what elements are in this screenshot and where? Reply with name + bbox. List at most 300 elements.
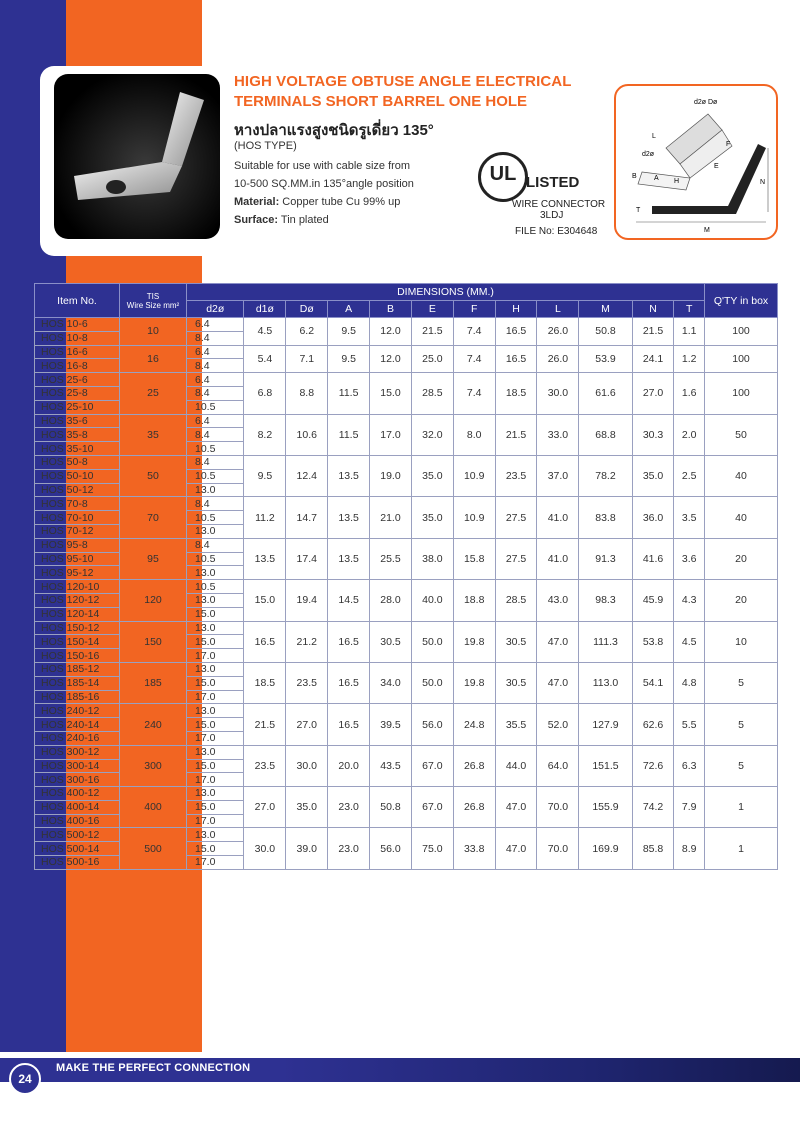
d2-cell: 15.0 bbox=[187, 676, 244, 690]
dim-cell-n: 24.1 bbox=[632, 345, 674, 373]
product-photo bbox=[54, 74, 220, 239]
dim-cell-n: 36.0 bbox=[632, 497, 674, 538]
item-no-cell: HOS 25-8 bbox=[35, 386, 120, 400]
header-item-no: Item No. bbox=[35, 284, 120, 318]
item-no-cell: HOS 16-8 bbox=[35, 359, 120, 373]
surface-value: Tin plated bbox=[278, 214, 329, 226]
table-row bbox=[35, 345, 778, 359]
d2-cell: 13.0 bbox=[187, 704, 244, 718]
dim-cell-a: 13.5 bbox=[328, 538, 370, 579]
item-no-cell: HOS 500-16 bbox=[35, 856, 120, 870]
item-no-cell: HOS 185-14 bbox=[35, 676, 120, 690]
dim-cell-f: 26.8 bbox=[453, 787, 495, 828]
header-tis-sub: Wire Size mm² bbox=[126, 300, 180, 310]
header-tis bbox=[120, 284, 187, 318]
ul-listed: LISTED bbox=[526, 174, 580, 191]
header-tis-label: TIS bbox=[146, 291, 160, 301]
dim-cell-b: 50.8 bbox=[370, 787, 412, 828]
item-no-cell: HOS 95-10 bbox=[35, 552, 120, 566]
dim-cell-t: 8.9 bbox=[674, 828, 705, 869]
dim-cell-l: 37.0 bbox=[537, 455, 579, 496]
tis-cell: 185 bbox=[120, 662, 187, 703]
dim-cell-a: 23.0 bbox=[328, 828, 370, 869]
dim-cell-d1: 16.5 bbox=[244, 621, 286, 662]
material-value: Copper tube Cu 99% up bbox=[279, 196, 401, 208]
dim-cell-h: 27.5 bbox=[495, 538, 537, 579]
d2-cell: 17.0 bbox=[187, 773, 244, 787]
dim-cell-e: 38.0 bbox=[411, 538, 453, 579]
dim-cell-a: 20.0 bbox=[328, 745, 370, 786]
d2-cell: 6.4 bbox=[187, 345, 244, 359]
footer-tagline: MAKE THE PERFECT CONNECTION bbox=[56, 1062, 251, 1074]
dim-cell-b: 25.5 bbox=[370, 538, 412, 579]
dim-cell-l: 43.0 bbox=[537, 580, 579, 621]
tis-cell: 95 bbox=[120, 538, 187, 579]
d2-cell: 13.0 bbox=[187, 662, 244, 676]
dim-cell-m: 83.8 bbox=[579, 497, 632, 538]
d2-cell: 17.0 bbox=[187, 814, 244, 828]
d2-cell: 13.0 bbox=[187, 828, 244, 842]
item-no-cell: HOS 50-8 bbox=[35, 455, 120, 469]
item-no-cell: HOS 300-12 bbox=[35, 745, 120, 759]
dimension-diagram bbox=[614, 84, 778, 240]
type-label: (HOS TYPE) bbox=[234, 140, 297, 152]
item-no-cell: HOS 50-10 bbox=[35, 469, 120, 483]
ul-logo: UL bbox=[478, 152, 528, 202]
diagram-label-L: L bbox=[652, 133, 656, 140]
d2-cell: 13.0 bbox=[187, 745, 244, 759]
dim-cell-n: 35.0 bbox=[632, 455, 674, 496]
item-no-cell: HOS 150-16 bbox=[35, 649, 120, 663]
dim-cell-d1: 13.5 bbox=[244, 538, 286, 579]
dim-cell-d: 8.8 bbox=[286, 373, 328, 414]
dim-cell-m: 127.9 bbox=[579, 704, 632, 745]
tis-cell: 10 bbox=[120, 318, 187, 346]
dim-cell-d1: 27.0 bbox=[244, 787, 286, 828]
dim-cell-m: 53.9 bbox=[579, 345, 632, 373]
d2-cell: 17.0 bbox=[187, 690, 244, 704]
dim-cell-b: 56.0 bbox=[370, 828, 412, 869]
dim-cell-t: 5.5 bbox=[674, 704, 705, 745]
dim-cell-d1: 4.5 bbox=[244, 318, 286, 346]
d2-cell: 15.0 bbox=[187, 759, 244, 773]
ul-wire-connector: WIRE CONNECTOR bbox=[512, 199, 606, 210]
dim-cell-e: 56.0 bbox=[411, 704, 453, 745]
header-col: A bbox=[328, 301, 370, 318]
dim-cell-n: 30.3 bbox=[632, 414, 674, 455]
tis-cell: 50 bbox=[120, 455, 187, 496]
dim-cell-n: 72.6 bbox=[632, 745, 674, 786]
dim-cell-d: 17.4 bbox=[286, 538, 328, 579]
header-col: N bbox=[632, 301, 674, 318]
dim-cell-l: 26.0 bbox=[537, 318, 579, 346]
dim-cell-h: 30.5 bbox=[495, 662, 537, 703]
d2-cell: 15.0 bbox=[187, 800, 244, 814]
dim-cell-f: 33.8 bbox=[453, 828, 495, 869]
header-col: d1ø bbox=[244, 301, 286, 318]
header-col: Dø bbox=[286, 301, 328, 318]
item-no-cell: HOS 70-12 bbox=[35, 524, 120, 538]
page-number: 24 bbox=[9, 1063, 41, 1095]
diagram-label-E: E bbox=[714, 163, 719, 170]
dim-cell-d1: 8.2 bbox=[244, 414, 286, 455]
lug-drawing bbox=[616, 86, 776, 238]
dim-cell-m: 111.3 bbox=[579, 621, 632, 662]
d2-cell: 13.0 bbox=[187, 593, 244, 607]
dim-cell-l: 41.0 bbox=[537, 497, 579, 538]
dim-cell-n: 27.0 bbox=[632, 373, 674, 414]
dim-cell-a: 16.5 bbox=[328, 662, 370, 703]
header-col: T bbox=[674, 301, 705, 318]
dim-cell-n: 53.8 bbox=[632, 621, 674, 662]
table-row bbox=[35, 497, 778, 511]
dim-cell-f: 7.4 bbox=[453, 373, 495, 414]
d2-cell: 6.4 bbox=[187, 318, 244, 332]
dim-cell-d: 35.0 bbox=[286, 787, 328, 828]
dim-cell-e: 50.0 bbox=[411, 621, 453, 662]
dim-cell-d: 10.6 bbox=[286, 414, 328, 455]
item-no-cell: HOS 240-12 bbox=[35, 704, 120, 718]
dim-cell-h: 47.0 bbox=[495, 787, 537, 828]
diagram-label-N: N bbox=[760, 179, 766, 186]
qty-cell: 50 bbox=[705, 414, 778, 455]
qty-cell: 40 bbox=[705, 497, 778, 538]
d2-cell: 15.0 bbox=[187, 635, 244, 649]
dim-cell-d: 39.0 bbox=[286, 828, 328, 869]
item-no-cell: HOS 120-10 bbox=[35, 580, 120, 594]
item-no-cell: HOS 35-8 bbox=[35, 428, 120, 442]
dim-cell-a: 13.5 bbox=[328, 497, 370, 538]
qty-cell: 1 bbox=[705, 787, 778, 828]
qty-cell: 5 bbox=[705, 662, 778, 703]
table-row bbox=[35, 621, 778, 635]
item-no-cell: HOS 120-12 bbox=[35, 593, 120, 607]
dim-cell-d1: 11.2 bbox=[244, 497, 286, 538]
dim-cell-d1: 6.8 bbox=[244, 373, 286, 414]
surface-label: Surface: bbox=[234, 214, 279, 226]
header-col: F bbox=[453, 301, 495, 318]
d2-cell: 13.0 bbox=[187, 621, 244, 635]
dim-cell-a: 13.5 bbox=[328, 455, 370, 496]
item-no-cell: HOS 400-16 bbox=[35, 814, 120, 828]
dim-cell-b: 43.5 bbox=[370, 745, 412, 786]
item-no-cell: HOS 150-12 bbox=[35, 621, 120, 635]
terminal-lug-image bbox=[54, 74, 220, 239]
qty-cell: 100 bbox=[705, 373, 778, 414]
item-no-cell: HOS 500-12 bbox=[35, 828, 120, 842]
table-row bbox=[35, 704, 778, 718]
item-no-cell: HOS 95-8 bbox=[35, 538, 120, 552]
item-no-cell: HOS 50-12 bbox=[35, 483, 120, 497]
dim-cell-n: 21.5 bbox=[632, 318, 674, 346]
qty-cell: 10 bbox=[705, 621, 778, 662]
dim-cell-b: 30.5 bbox=[370, 621, 412, 662]
dim-cell-m: 169.9 bbox=[579, 828, 632, 869]
dim-cell-d1: 18.5 bbox=[244, 662, 286, 703]
d2-cell: 6.4 bbox=[187, 414, 244, 428]
dim-cell-b: 39.5 bbox=[370, 704, 412, 745]
dim-cell-d1: 30.0 bbox=[244, 828, 286, 869]
tis-cell: 240 bbox=[120, 704, 187, 745]
dim-cell-d: 27.0 bbox=[286, 704, 328, 745]
dim-cell-d: 6.2 bbox=[286, 318, 328, 346]
dim-cell-d: 14.7 bbox=[286, 497, 328, 538]
dim-cell-n: 62.6 bbox=[632, 704, 674, 745]
diagram-label-T: T bbox=[636, 207, 641, 214]
diagram-label-H: H bbox=[674, 178, 680, 185]
dim-cell-b: 28.0 bbox=[370, 580, 412, 621]
dim-cell-l: 70.0 bbox=[537, 787, 579, 828]
dim-cell-e: 75.0 bbox=[411, 828, 453, 869]
header-col: L bbox=[537, 301, 579, 318]
dim-cell-d: 7.1 bbox=[286, 345, 328, 373]
diagram-label-F: F bbox=[726, 141, 731, 148]
header-col: H bbox=[495, 301, 537, 318]
d2-cell: 8.4 bbox=[187, 359, 244, 373]
item-no-cell: HOS 120-14 bbox=[35, 607, 120, 621]
dim-cell-f: 7.4 bbox=[453, 345, 495, 373]
dim-cell-h: 27.5 bbox=[495, 497, 537, 538]
dim-cell-n: 41.6 bbox=[632, 538, 674, 579]
dim-cell-f: 19.8 bbox=[453, 621, 495, 662]
table-row bbox=[35, 414, 778, 428]
dim-cell-t: 2.5 bbox=[674, 455, 705, 496]
material-label: Material: bbox=[234, 196, 280, 208]
dim-cell-t: 4.8 bbox=[674, 662, 705, 703]
table-row bbox=[35, 538, 778, 552]
dim-cell-t: 7.9 bbox=[674, 787, 705, 828]
table-row bbox=[35, 580, 778, 594]
dim-cell-m: 91.3 bbox=[579, 538, 632, 579]
specification-table bbox=[34, 283, 778, 870]
d2-cell: 13.0 bbox=[187, 566, 244, 580]
header-qty: Q'TY in box bbox=[705, 284, 778, 318]
dim-cell-f: 7.4 bbox=[453, 318, 495, 346]
tis-cell: 16 bbox=[120, 345, 187, 373]
item-no-cell: HOS 10-6 bbox=[35, 318, 120, 332]
dim-cell-f: 18.8 bbox=[453, 580, 495, 621]
dim-cell-h: 47.0 bbox=[495, 828, 537, 869]
dim-cell-n: 74.2 bbox=[632, 787, 674, 828]
d2-cell: 10.5 bbox=[187, 552, 244, 566]
d2-cell: 15.0 bbox=[187, 607, 244, 621]
item-no-cell: HOS 300-16 bbox=[35, 773, 120, 787]
dim-cell-a: 23.0 bbox=[328, 787, 370, 828]
dim-cell-f: 24.8 bbox=[453, 704, 495, 745]
dim-cell-b: 12.0 bbox=[370, 318, 412, 346]
qty-cell: 100 bbox=[705, 345, 778, 373]
item-no-cell: HOS 240-14 bbox=[35, 718, 120, 732]
ul-file-no: FILE No: E304648 bbox=[515, 226, 598, 237]
tis-cell: 500 bbox=[120, 828, 187, 869]
dim-cell-d1: 5.4 bbox=[244, 345, 286, 373]
surface-line bbox=[234, 214, 329, 226]
dim-cell-f: 26.8 bbox=[453, 745, 495, 786]
dim-cell-e: 32.0 bbox=[411, 414, 453, 455]
dim-cell-e: 35.0 bbox=[411, 455, 453, 496]
dim-cell-t: 4.3 bbox=[674, 580, 705, 621]
dim-cell-l: 26.0 bbox=[537, 345, 579, 373]
dim-cell-n: 54.1 bbox=[632, 662, 674, 703]
dim-cell-h: 23.5 bbox=[495, 455, 537, 496]
dim-cell-d1: 23.5 bbox=[244, 745, 286, 786]
ul-code: 3LDJ bbox=[540, 210, 564, 221]
dim-cell-f: 15.8 bbox=[453, 538, 495, 579]
item-no-cell: HOS 16-6 bbox=[35, 345, 120, 359]
dim-cell-a: 9.5 bbox=[328, 345, 370, 373]
qty-cell: 100 bbox=[705, 318, 778, 346]
dim-cell-h: 44.0 bbox=[495, 745, 537, 786]
dim-cell-b: 34.0 bbox=[370, 662, 412, 703]
dim-cell-l: 47.0 bbox=[537, 621, 579, 662]
dim-cell-m: 98.3 bbox=[579, 580, 632, 621]
dim-cell-e: 67.0 bbox=[411, 745, 453, 786]
d2-cell: 15.0 bbox=[187, 718, 244, 732]
d2-cell: 17.0 bbox=[187, 649, 244, 663]
qty-cell: 5 bbox=[705, 745, 778, 786]
qty-cell: 40 bbox=[705, 455, 778, 496]
dim-cell-a: 14.5 bbox=[328, 580, 370, 621]
d2-cell: 8.4 bbox=[187, 497, 244, 511]
d2-cell: 8.4 bbox=[187, 455, 244, 469]
dim-cell-e: 67.0 bbox=[411, 787, 453, 828]
dim-cell-e: 28.5 bbox=[411, 373, 453, 414]
header-col: M bbox=[579, 301, 632, 318]
dim-cell-e: 35.0 bbox=[411, 497, 453, 538]
d2-cell: 6.4 bbox=[187, 373, 244, 387]
dim-cell-d: 30.0 bbox=[286, 745, 328, 786]
dim-cell-e: 25.0 bbox=[411, 345, 453, 373]
header-dimensions: DIMENSIONS (MM.) bbox=[187, 284, 705, 301]
item-no-cell: HOS 500-14 bbox=[35, 842, 120, 856]
dim-cell-l: 41.0 bbox=[537, 538, 579, 579]
title-line-2: TERMINALS SHORT BARREL ONE HOLE bbox=[234, 93, 528, 110]
dim-cell-a: 11.5 bbox=[328, 373, 370, 414]
dim-cell-t: 3.6 bbox=[674, 538, 705, 579]
dim-cell-d1: 9.5 bbox=[244, 455, 286, 496]
table-row bbox=[35, 745, 778, 759]
dim-cell-n: 85.8 bbox=[632, 828, 674, 869]
dim-cell-f: 10.9 bbox=[453, 497, 495, 538]
table-row bbox=[35, 787, 778, 801]
dim-cell-d: 21.2 bbox=[286, 621, 328, 662]
item-no-cell: HOS 240-16 bbox=[35, 731, 120, 745]
diagram-label-diameters: d2ø Dø bbox=[694, 99, 718, 106]
tis-cell: 300 bbox=[120, 745, 187, 786]
item-no-cell: HOS 400-14 bbox=[35, 800, 120, 814]
dim-cell-t: 4.5 bbox=[674, 621, 705, 662]
thai-title: หางปลาแรงสูงชนิดรูเดี่ยว 135° bbox=[234, 122, 434, 139]
dim-cell-l: 52.0 bbox=[537, 704, 579, 745]
dim-cell-a: 16.5 bbox=[328, 621, 370, 662]
dim-cell-t: 2.0 bbox=[674, 414, 705, 455]
dim-cell-m: 151.5 bbox=[579, 745, 632, 786]
usage-line-2: 10-500 SQ.MM.in 135°angle position bbox=[234, 178, 414, 190]
table-row bbox=[35, 373, 778, 387]
material-line bbox=[234, 196, 400, 208]
tis-cell: 35 bbox=[120, 414, 187, 455]
dim-cell-d: 19.4 bbox=[286, 580, 328, 621]
item-no-cell: HOS 185-12 bbox=[35, 662, 120, 676]
header-col: d2ø bbox=[187, 301, 244, 318]
dim-cell-a: 11.5 bbox=[328, 414, 370, 455]
dim-cell-h: 21.5 bbox=[495, 414, 537, 455]
item-no-cell: HOS 400-12 bbox=[35, 787, 120, 801]
title-line-1: HIGH VOLTAGE OBTUSE ANGLE ELECTRICAL bbox=[234, 73, 572, 90]
table-body bbox=[35, 318, 778, 870]
table-row bbox=[35, 828, 778, 842]
qty-cell: 1 bbox=[705, 828, 778, 869]
dim-cell-f: 8.0 bbox=[453, 414, 495, 455]
dim-cell-n: 45.9 bbox=[632, 580, 674, 621]
d2-cell: 8.4 bbox=[187, 428, 244, 442]
d2-cell: 13.0 bbox=[187, 787, 244, 801]
dim-cell-h: 16.5 bbox=[495, 318, 537, 346]
d2-cell: 8.4 bbox=[187, 331, 244, 345]
tis-cell: 400 bbox=[120, 787, 187, 828]
dim-cell-h: 30.5 bbox=[495, 621, 537, 662]
tis-cell: 120 bbox=[120, 580, 187, 621]
dim-cell-t: 3.5 bbox=[674, 497, 705, 538]
d2-cell: 8.4 bbox=[187, 538, 244, 552]
item-no-cell: HOS 185-16 bbox=[35, 690, 120, 704]
dim-cell-d1: 15.0 bbox=[244, 580, 286, 621]
qty-cell: 5 bbox=[705, 704, 778, 745]
d2-cell: 10.5 bbox=[187, 511, 244, 525]
dim-cell-a: 9.5 bbox=[328, 318, 370, 346]
dim-cell-l: 30.0 bbox=[537, 373, 579, 414]
item-no-cell: HOS 150-14 bbox=[35, 635, 120, 649]
dim-cell-b: 17.0 bbox=[370, 414, 412, 455]
table-row bbox=[35, 318, 778, 332]
dim-cell-a: 16.5 bbox=[328, 704, 370, 745]
dim-cell-e: 40.0 bbox=[411, 580, 453, 621]
dim-cell-e: 50.0 bbox=[411, 662, 453, 703]
item-no-cell: HOS 95-12 bbox=[35, 566, 120, 580]
dim-cell-h: 16.5 bbox=[495, 345, 537, 373]
tis-cell: 25 bbox=[120, 373, 187, 414]
dim-cell-f: 19.8 bbox=[453, 662, 495, 703]
item-no-cell: HOS 35-6 bbox=[35, 414, 120, 428]
item-no-cell: HOS 10-8 bbox=[35, 331, 120, 345]
d2-cell: 8.4 bbox=[187, 386, 244, 400]
dim-cell-l: 70.0 bbox=[537, 828, 579, 869]
dim-cell-m: 113.0 bbox=[579, 662, 632, 703]
dim-cell-m: 78.2 bbox=[579, 455, 632, 496]
item-no-cell: HOS 70-10 bbox=[35, 511, 120, 525]
table-row bbox=[35, 662, 778, 676]
dim-cell-t: 1.6 bbox=[674, 373, 705, 414]
d2-cell: 10.5 bbox=[187, 400, 244, 414]
dim-cell-d: 23.5 bbox=[286, 662, 328, 703]
dim-cell-b: 12.0 bbox=[370, 345, 412, 373]
dim-cell-b: 21.0 bbox=[370, 497, 412, 538]
dim-cell-h: 18.5 bbox=[495, 373, 537, 414]
item-no-cell: HOS 35-10 bbox=[35, 442, 120, 456]
qty-cell: 20 bbox=[705, 538, 778, 579]
dim-cell-m: 68.8 bbox=[579, 414, 632, 455]
d2-cell: 17.0 bbox=[187, 856, 244, 870]
d2-cell: 13.0 bbox=[187, 524, 244, 538]
table-row bbox=[35, 455, 778, 469]
dim-cell-b: 15.0 bbox=[370, 373, 412, 414]
header-col: B bbox=[370, 301, 412, 318]
d2-cell: 13.0 bbox=[187, 483, 244, 497]
dim-cell-m: 61.6 bbox=[579, 373, 632, 414]
dim-cell-h: 28.5 bbox=[495, 580, 537, 621]
d2-cell: 10.5 bbox=[187, 442, 244, 456]
dim-cell-m: 50.8 bbox=[579, 318, 632, 346]
